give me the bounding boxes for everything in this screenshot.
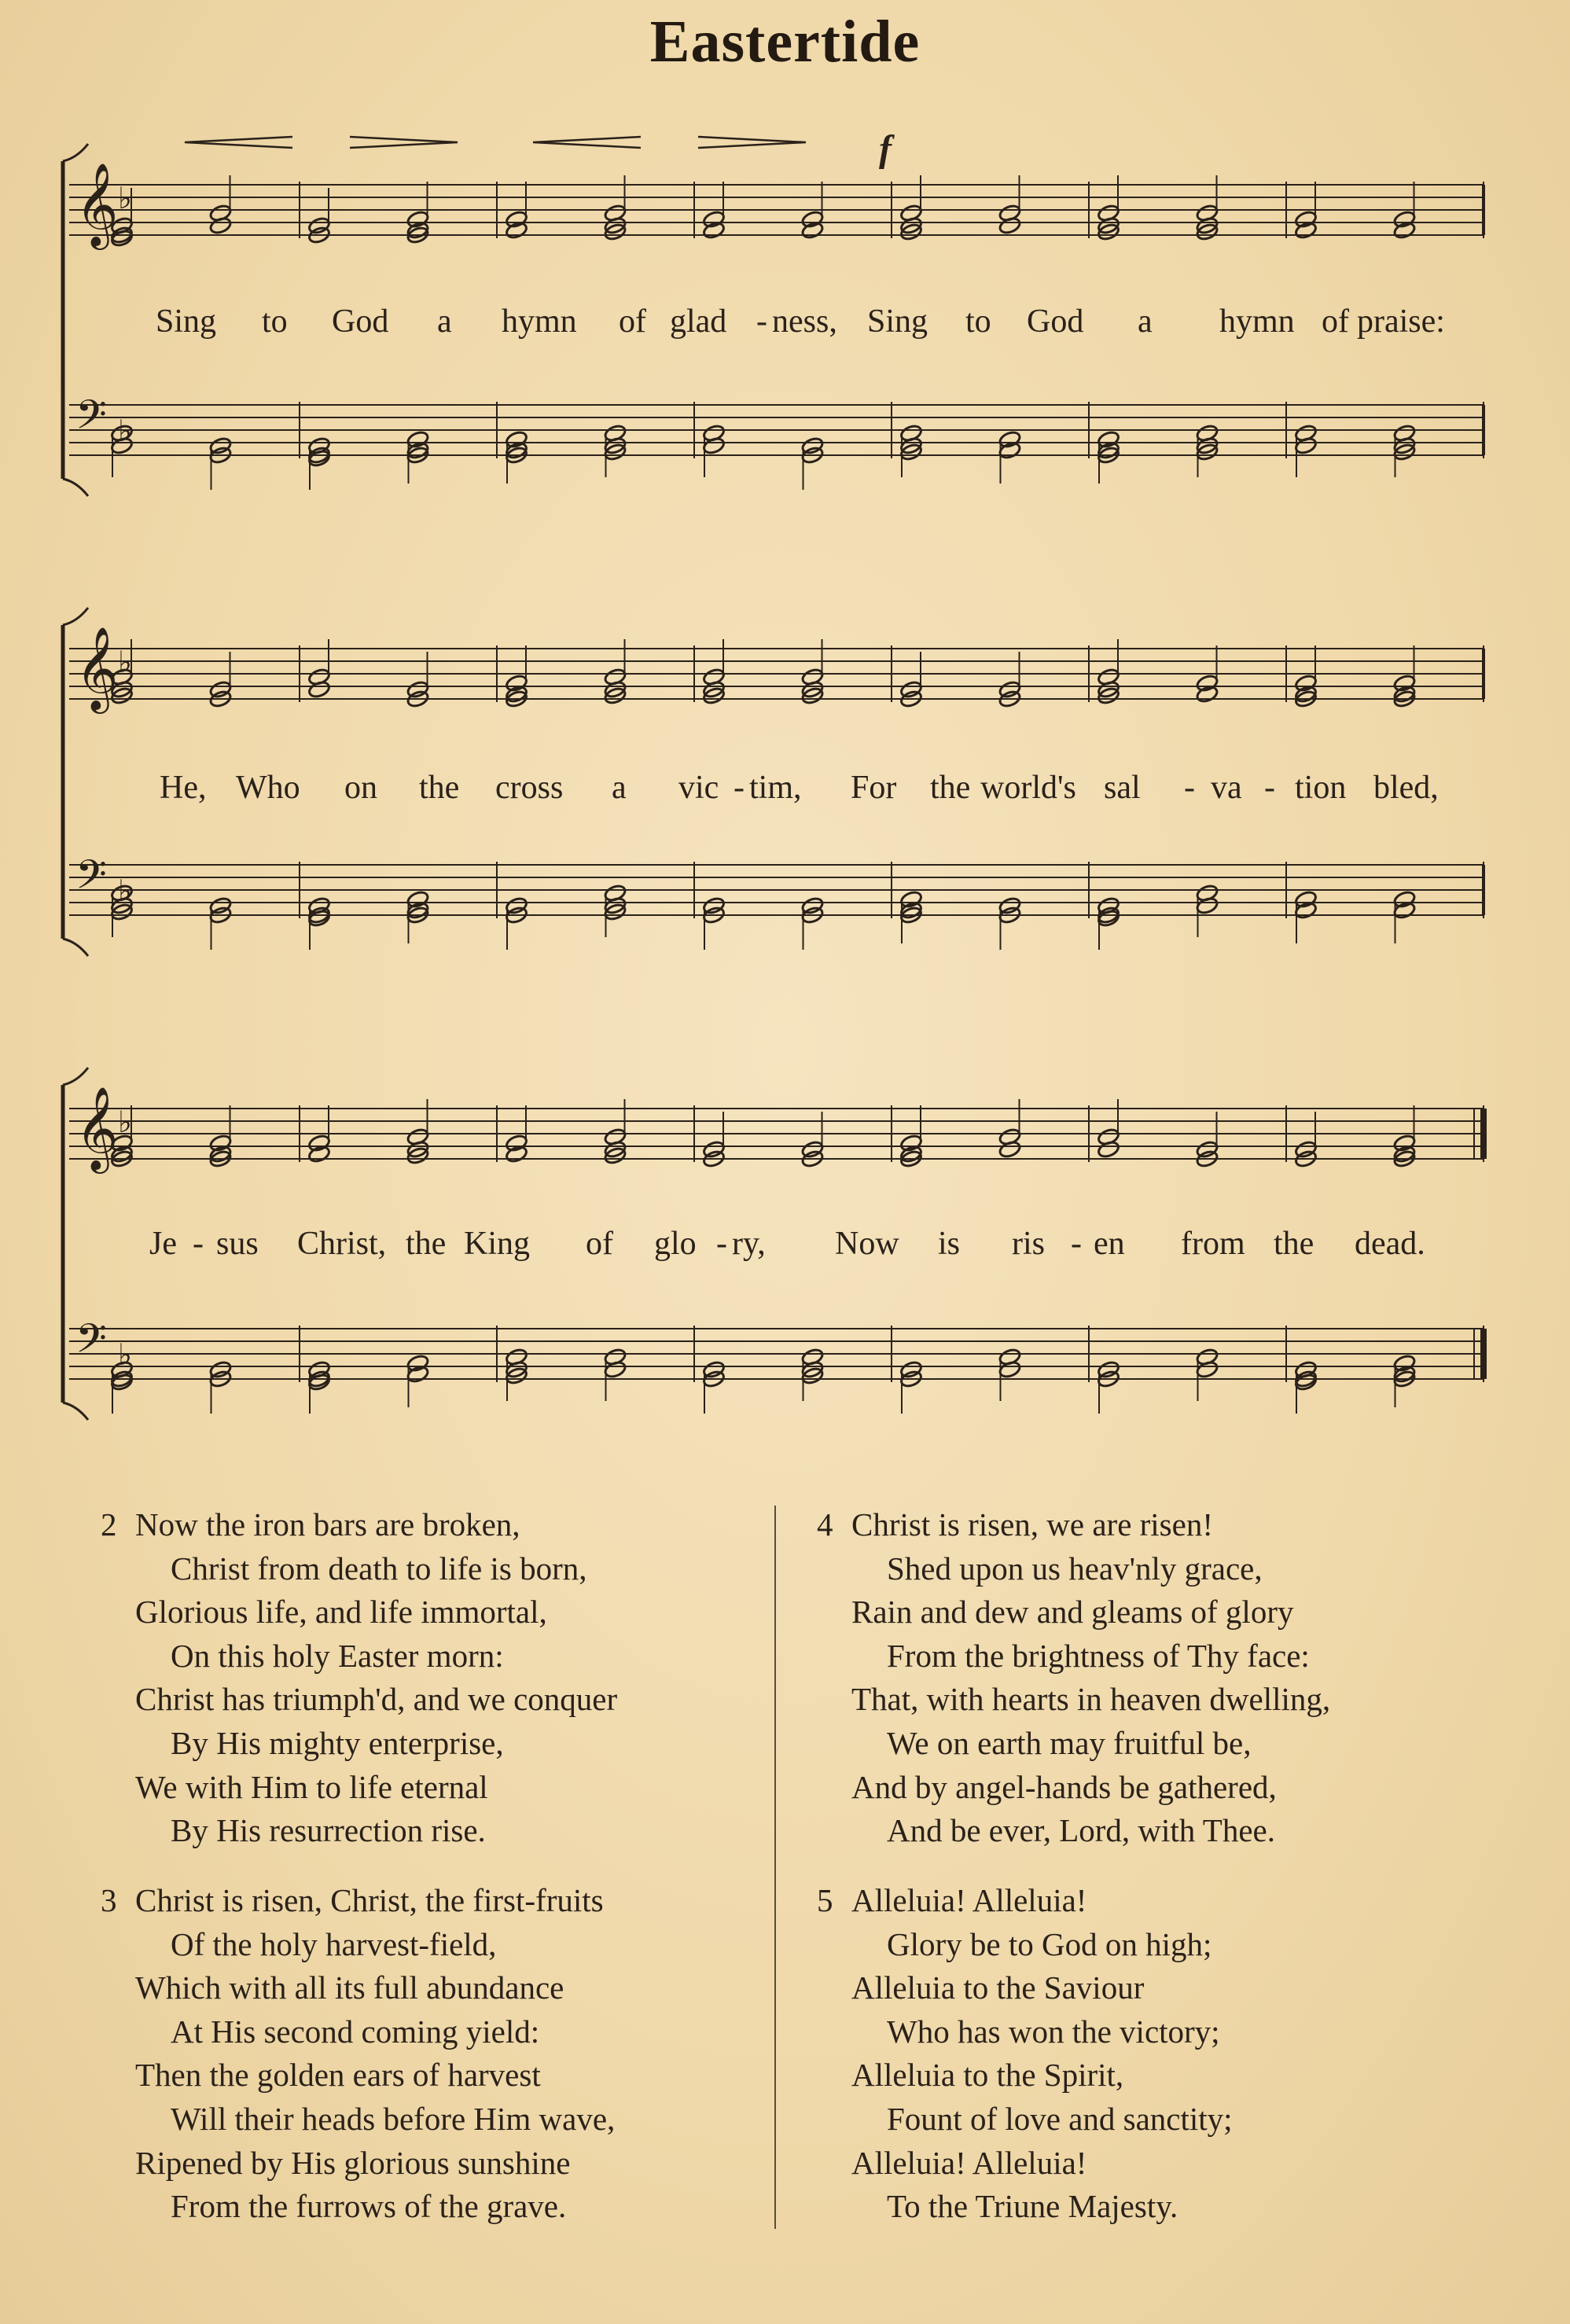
treble-clef-icon: 𝄞: [75, 1086, 119, 1170]
lyric-syllable: ry,: [732, 1226, 766, 1262]
verse-line: Christ is risen, we are risen!: [851, 1506, 1213, 1543]
lyric-syllable: sal: [1104, 770, 1141, 806]
verse-line: Will their heads before Him wave,: [171, 2100, 616, 2137]
lyric-syllable: hymn: [502, 303, 577, 340]
flat-key-signature-icon: ♭: [118, 1337, 132, 1372]
bass-clef-icon: 𝄢: [75, 391, 107, 448]
lyric-syllable: He,: [160, 770, 207, 806]
verse-line: To the Triune Majesty.: [887, 2188, 1178, 2225]
bass-clef-icon: 𝄢: [75, 1315, 107, 1372]
lyric-syllable: of: [619, 303, 646, 340]
verse-line: Christ is risen, Christ, the first-fruits: [135, 1882, 604, 1918]
lyric-line-2: [0, 769, 1570, 808]
verse-line: That, with hearts in heaven dwelling,: [851, 1681, 1331, 1718]
bass-clef-icon: 𝄢: [75, 851, 107, 908]
lyric-syllable: Who: [236, 770, 300, 806]
verse-line: We on earth may fruitful be,: [887, 1724, 1252, 1761]
lyric-syllable: va: [1211, 770, 1242, 806]
lyric-syllable: -: [756, 303, 767, 340]
lyric-syllable: sus: [216, 1226, 259, 1262]
decrescendo-hairpin-icon: [698, 137, 806, 148]
lyric-syllable: ris: [1012, 1226, 1045, 1262]
hymn-title: Eastertide: [649, 9, 921, 75]
verse-line: Alleluia! Alleluia!: [851, 1882, 1087, 1918]
lyric-syllable: on: [344, 770, 377, 806]
lyric-syllable: the: [406, 1226, 447, 1262]
crescendo-hairpin-icon: [185, 137, 292, 148]
verse-line: Glory be to God on high;: [887, 1925, 1212, 1962]
lyric-syllable: to: [965, 303, 991, 340]
verse-line: By His resurrection rise.: [171, 1812, 486, 1849]
verse-line: And be ever, Lord, with Thee.: [887, 1812, 1276, 1849]
lyric-syllable: glo: [654, 1226, 697, 1262]
verse-2: [101, 1503, 618, 1853]
bass-staff: [69, 391, 1484, 455]
note-group: [110, 175, 1484, 248]
lyric-syllable: of: [1322, 303, 1349, 340]
lyric-syllable: is: [938, 1226, 961, 1262]
verse-line: Alleluia! Alleluia!: [851, 2144, 1087, 2181]
verse-line: From the brightness of Thy face:: [887, 1637, 1310, 1674]
lyric-syllable: -: [1264, 770, 1275, 806]
lyric-syllable: God: [1027, 303, 1084, 340]
verse-line: On this holy Easter morn:: [171, 1637, 504, 1674]
lyric-line-1: [0, 303, 1570, 342]
verse-line: At His second coming yield:: [171, 2013, 540, 2050]
verse-line: Now the iron bars are broken,: [135, 1506, 520, 1543]
verse-line: From the furrows of the grave.: [171, 2188, 567, 2225]
lyric-syllable: en: [1094, 1226, 1125, 1262]
verse-number: 5: [817, 1882, 833, 1918]
flat-key-signature-icon: ♭: [118, 414, 132, 448]
verse-line: Alleluia to the Saviour: [851, 1969, 1145, 2006]
lyric-syllable: tion: [1295, 770, 1347, 806]
verse-line: And by angel-hands be gathered,: [851, 1768, 1277, 1805]
note-group: [110, 402, 1484, 490]
lyric-syllable: from: [1181, 1226, 1245, 1262]
treble-staff: [69, 162, 1484, 250]
verse-line: By His mighty enterprise,: [171, 1724, 504, 1761]
lyric-syllable: bled,: [1373, 770, 1439, 806]
lyric-syllable: Je: [149, 1226, 177, 1262]
lyric-syllable: Christ,: [297, 1226, 387, 1262]
flat-key-signature-icon: ♭: [118, 181, 132, 215]
verse-line: Then the golden ears of harvest: [135, 2057, 541, 2094]
lyric-syllable: a: [437, 303, 452, 340]
verse-line: Alleluia to the Spirit,: [851, 2057, 1124, 2094]
lyric-syllable: a: [612, 770, 627, 806]
lyric-syllable: ness,: [772, 303, 837, 340]
verse-line: We with Him to life eternal: [135, 1768, 488, 1805]
lyric-syllable: Now: [835, 1226, 899, 1262]
crescendo-hairpin-icon: [533, 137, 641, 148]
lyric-syllable: world's: [980, 770, 1076, 806]
note-group: [110, 1326, 1484, 1414]
flat-key-signature-icon: ♭: [118, 873, 132, 908]
bass-staff: [69, 1315, 1484, 1379]
lyric-syllable: to: [262, 303, 288, 340]
treble-staff: [69, 626, 1484, 714]
bass-staff: [69, 851, 1484, 915]
verse-number: 2: [101, 1506, 117, 1543]
lyric-syllable: Sing: [867, 303, 928, 340]
lyric-syllable: hymn: [1219, 303, 1295, 340]
verse-number: 3: [101, 1882, 117, 1918]
lyric-syllable: -: [1071, 1226, 1082, 1262]
lyric-syllable: cross: [495, 770, 564, 806]
lyric-syllable: the: [930, 770, 971, 806]
lyric-syllable: vic: [678, 770, 719, 806]
flat-key-signature-icon: ♭: [118, 645, 132, 679]
lyric-syllable: -: [193, 1226, 204, 1262]
flat-key-signature-icon: ♭: [118, 1105, 132, 1139]
lyric-syllable: -: [1184, 770, 1195, 806]
verse-5: [817, 1879, 1233, 2229]
lyric-line-3: [0, 1225, 1570, 1264]
lyric-syllable: tim,: [749, 770, 802, 806]
lyric-syllable: the: [419, 770, 460, 806]
verse-4: [817, 1503, 1331, 1853]
lyric-syllable: King: [464, 1226, 530, 1262]
verse-line: Shed upon us heav'nly grace,: [887, 1550, 1263, 1587]
verse-line: Ripened by His glorious sunshine: [135, 2144, 571, 2181]
verse-line: Christ from death to life is born,: [171, 1550, 587, 1587]
lyric-syllable: the: [1274, 1226, 1314, 1262]
verse-number: 4: [817, 1506, 833, 1543]
dynamic-mark: f: [879, 128, 892, 170]
verse-line: Which with all its full abundance: [135, 1969, 564, 2006]
lyric-syllable: For: [851, 770, 897, 806]
verse-line: Christ has triumph'd, and we conquer: [135, 1681, 618, 1718]
verse-line: Of the holy harvest-field,: [171, 1925, 497, 1962]
lyric-syllable: of: [586, 1226, 613, 1262]
lyric-syllable: -: [716, 1226, 727, 1262]
treble-clef-icon: 𝄞: [75, 626, 119, 710]
lyric-syllable: Sing: [156, 303, 217, 340]
treble-clef-icon: 𝄞: [75, 162, 119, 246]
lyric-syllable: God: [332, 303, 389, 340]
verse-3: [101, 1879, 616, 2229]
treble-staff: [69, 1086, 1484, 1174]
verse-line: Glorious life, and life immortal,: [135, 1594, 547, 1631]
column-divider: [774, 1506, 776, 2229]
lyric-syllable: dead.: [1355, 1226, 1425, 1262]
lyric-syllable: -: [734, 770, 745, 806]
decrescendo-hairpin-icon: [350, 137, 458, 148]
lyric-syllable: glad: [670, 303, 727, 340]
verse-line: Fount of love and sanctity;: [887, 2100, 1233, 2137]
lyric-syllable: praise:: [1357, 303, 1445, 340]
lyric-syllable: a: [1138, 303, 1153, 340]
note-group: [110, 862, 1484, 950]
verse-line: Rain and dew and gleams of glory: [851, 1594, 1294, 1631]
verse-line: Who has won the victory;: [887, 2013, 1220, 2050]
